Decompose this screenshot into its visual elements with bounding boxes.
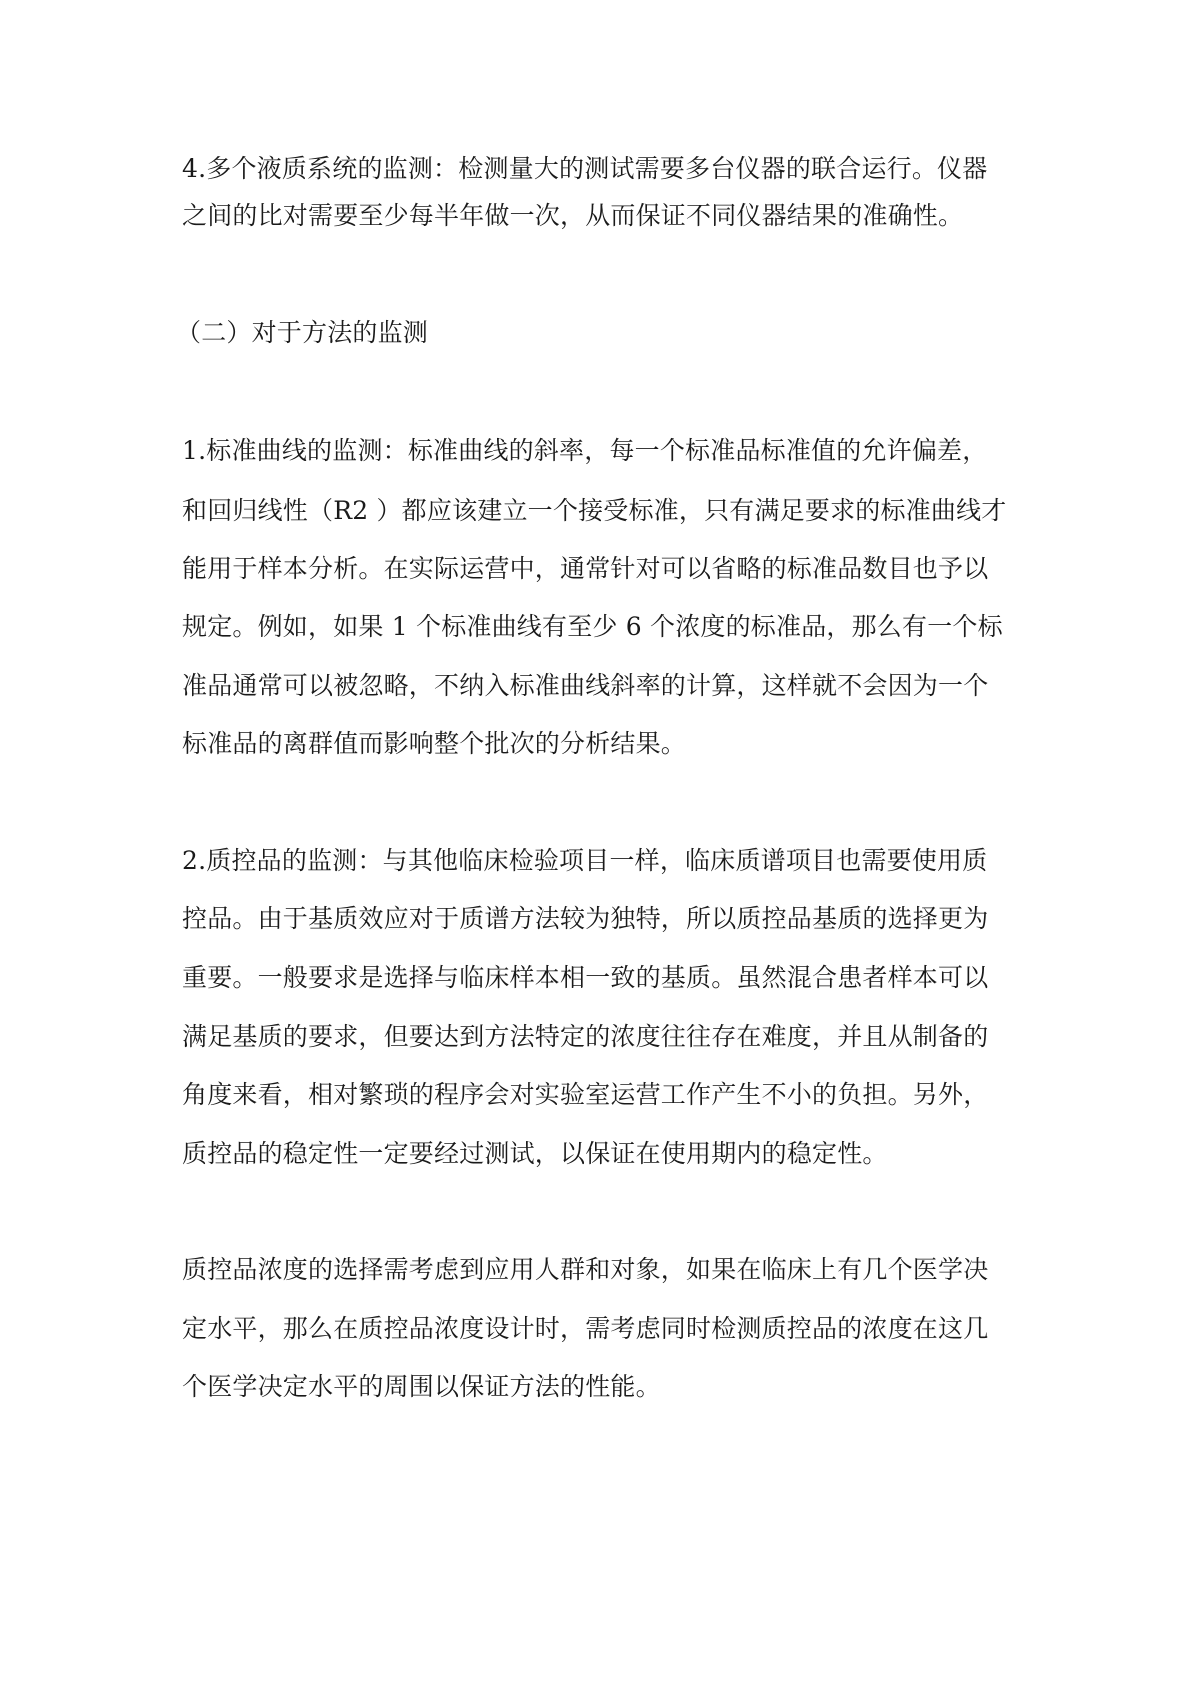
paragraph-line: 标准品的离群值而影响整个批次的分析结果。 bbox=[182, 729, 687, 758]
paragraph-line: 质控品的稳定性一定要经过测试，以保证在使用期内的稳定性。 bbox=[182, 1139, 888, 1168]
paragraph-line: 和回归线性（R2 ）都应该建立一个接受标准，只有满足要求的标准曲线才 bbox=[182, 496, 1007, 525]
paragraph-line: 4.多个液质系统的监测：检测量大的测试需要多台仪器的联合运行。仪器 bbox=[182, 154, 988, 183]
paragraph-line: 1.标准曲线的监测：标准曲线的斜率，每一个标准品标准值的允许偏差， bbox=[182, 436, 988, 465]
paragraph-line: 能用于样本分析。在实际运营中，通常针对可以省略的标准品数目也予以 bbox=[182, 554, 989, 583]
paragraph-line: 重要。一般要求是选择与临床样本相一致的基质。虽然混合患者样本可以 bbox=[182, 963, 989, 992]
paragraph-line: 准品通常可以被忽略，不纳入标准曲线斜率的计算，这样就不会因为一个 bbox=[182, 671, 989, 700]
paragraph-line: 之间的比对需要至少每半年做一次，从而保证不同仪器结果的准确性。 bbox=[182, 201, 964, 230]
paragraph-line: 定水平，那么在质控品浓度设计时，需考虑同时检测质控品的浓度在这几 bbox=[182, 1314, 989, 1343]
paragraph-line: 2.质控品的监测：与其他临床检验项目一样，临床质谱项目也需要使用质 bbox=[182, 846, 988, 875]
paragraph-line: 满足基质的要求，但要达到方法特定的浓度往往存在难度，并且从制备的 bbox=[182, 1022, 989, 1051]
section-heading: （二）对于方法的监测 bbox=[176, 318, 429, 347]
paragraph-line: 控品。由于基质效应对于质谱方法较为独特，所以质控品基质的选择更为 bbox=[182, 904, 989, 933]
paragraph-line: 个医学决定水平的周围以保证方法的性能。 bbox=[182, 1372, 661, 1401]
paragraph-line: 角度来看，相对繁琐的程序会对实验室运营工作产生不小的负担。另外， bbox=[182, 1080, 989, 1109]
paragraph-line: 质控品浓度的选择需考虑到应用人群和对象，如果在临床上有几个医学决 bbox=[182, 1255, 989, 1284]
paragraph-line: 规定。例如，如果 1 个标准曲线有至少 6 个浓度的标准品，那么有一个标 bbox=[182, 612, 1003, 641]
